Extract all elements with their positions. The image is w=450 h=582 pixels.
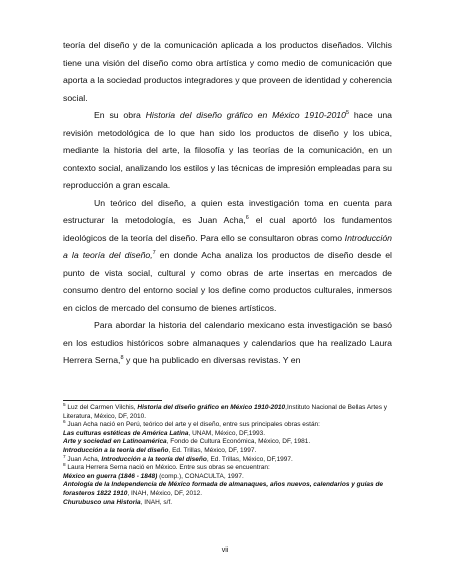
footnote-ref: 8	[120, 355, 124, 362]
footnote-text: , INAH, s/f.	[140, 498, 173, 506]
footnote-text: (comp.), CONACULTA, 1997.	[157, 472, 244, 480]
paragraph-text: Para abordar la historia del calendario mexicano esta investigación se basó en los estudios históricos sobre almanaques y calendarios que ha realizado Laura Herrera Serna,	[63, 320, 392, 365]
footnote-ref: 7	[152, 250, 156, 257]
footnote-line	[63, 438, 398, 447]
paragraph-2	[63, 107, 392, 195]
footnote-text: Juan Acha,	[65, 455, 102, 463]
paragraph-text: y que ha publicado en diversas revistas. Y en	[123, 355, 301, 365]
footnote-line	[63, 430, 398, 439]
paragraph-text: hace una revisión metodológica de lo que han sido los productos de diseño y los ubica, mediante la historia del arte, la filosofía y las teorías de la comunicación, en un contexto social, analizando los estilos y las técnicas de impresión empleadas para su reproducción a gran escala.	[63, 110, 392, 190]
paragraph-text: En su obra	[94, 110, 146, 120]
footnote-text: , Fondo de Cultura Económica, México, DF, 1981.	[166, 438, 311, 446]
footnote-number: 7	[63, 453, 66, 459]
work-title: Introducción a la teoría del diseño	[63, 446, 169, 454]
paragraph-3	[63, 195, 392, 318]
work-title: Churubusco una Historia	[63, 498, 141, 506]
footnote-line	[63, 421, 398, 430]
work-title: Historia del diseño gráfico en México 1910-2010	[145, 110, 346, 120]
work-title: Introducción a la teoría del diseño,	[63, 232, 392, 260]
work-title: Introducción a la teoría del diseño	[101, 455, 207, 463]
footnote-text: Juan Acha nació en Perú, teórico del arte y el diseño, entre sus principales obras están:	[65, 421, 320, 429]
footnote-text: , INAH, México, DF, 2012.	[127, 489, 203, 497]
footnote-number: 5	[63, 401, 66, 407]
footnote-text: , Ed. Trillas, México, DF,1997.	[206, 455, 293, 463]
footnote-line	[63, 499, 398, 508]
footnote-number: 6	[63, 419, 66, 425]
work-title: Historia del diseño gráfico en México 1910-2010	[137, 404, 286, 411]
footnote-text: Laura Herrera Serna nació en México. Entre sus obras se encuentran:	[65, 464, 270, 472]
footnote-text: , Ed. Trillas, México, DF, 1997.	[168, 446, 257, 454]
footnote-line	[63, 453, 398, 465]
paragraph-text: en donde Acha analiza los productos de diseño desde el punto de vista social, cultural y como obras de arte insertas en mercados de consumo dentro del entorno social y los define como productos culturales, inmersos en ciclos de mercado del consumo de bienes artísticos.	[63, 250, 392, 313]
footnote-number: 8	[63, 462, 66, 467]
work-title: Arte y sociedad en Latinoamérica	[63, 438, 167, 446]
footnote-text: ,Instituto Nacional de Bellas Artes y Literatura, México, DF, 2010.	[63, 404, 388, 420]
work-title: Las culturas estéticas de América Latina	[63, 429, 189, 437]
footnotes	[63, 401, 398, 507]
footnote-line	[63, 464, 398, 473]
paragraph-text: el cual aportó los fundamentos ideológicos de la teoría del diseño. Para ello se consultaron obras como	[63, 215, 392, 243]
footnote-ref: 5	[345, 110, 350, 117]
body-text	[63, 37, 392, 370]
work-title: México en guerra (1846 - 1848)	[63, 472, 158, 480]
paragraph-text: Un teórico del diseño, a quien esta investigación toma en cuenta para estructurar la metodología, es Juan Acha,	[63, 197, 392, 225]
paragraph-1	[63, 37, 392, 107]
paragraph-4	[63, 317, 392, 370]
footnote-ref: 6	[245, 215, 249, 222]
work-title: Antología de la Independencia de México formada de almanaques, años nuevos, calendarios y guías de forasteros 1822 1910	[63, 481, 384, 497]
paragraph-text: teoría del diseño y de la comunicación aplicada a los productos diseñados. Vilchis tiene una visión del diseño como obra artística y como medio de comunicación que aporta a la sociedad productos integradores y que proveen de identidad y coherencia social.	[63, 40, 392, 103]
footnote-line	[63, 401, 398, 421]
footnote-text: , UNAM, México, DF,1993.	[188, 429, 266, 437]
footnote-line	[63, 481, 398, 498]
footnote-text: Luz del Carmen Vilchis,	[65, 404, 138, 411]
page-number: vii	[221, 547, 229, 554]
footnote-line	[63, 473, 398, 482]
footnote-separator	[63, 400, 162, 401]
